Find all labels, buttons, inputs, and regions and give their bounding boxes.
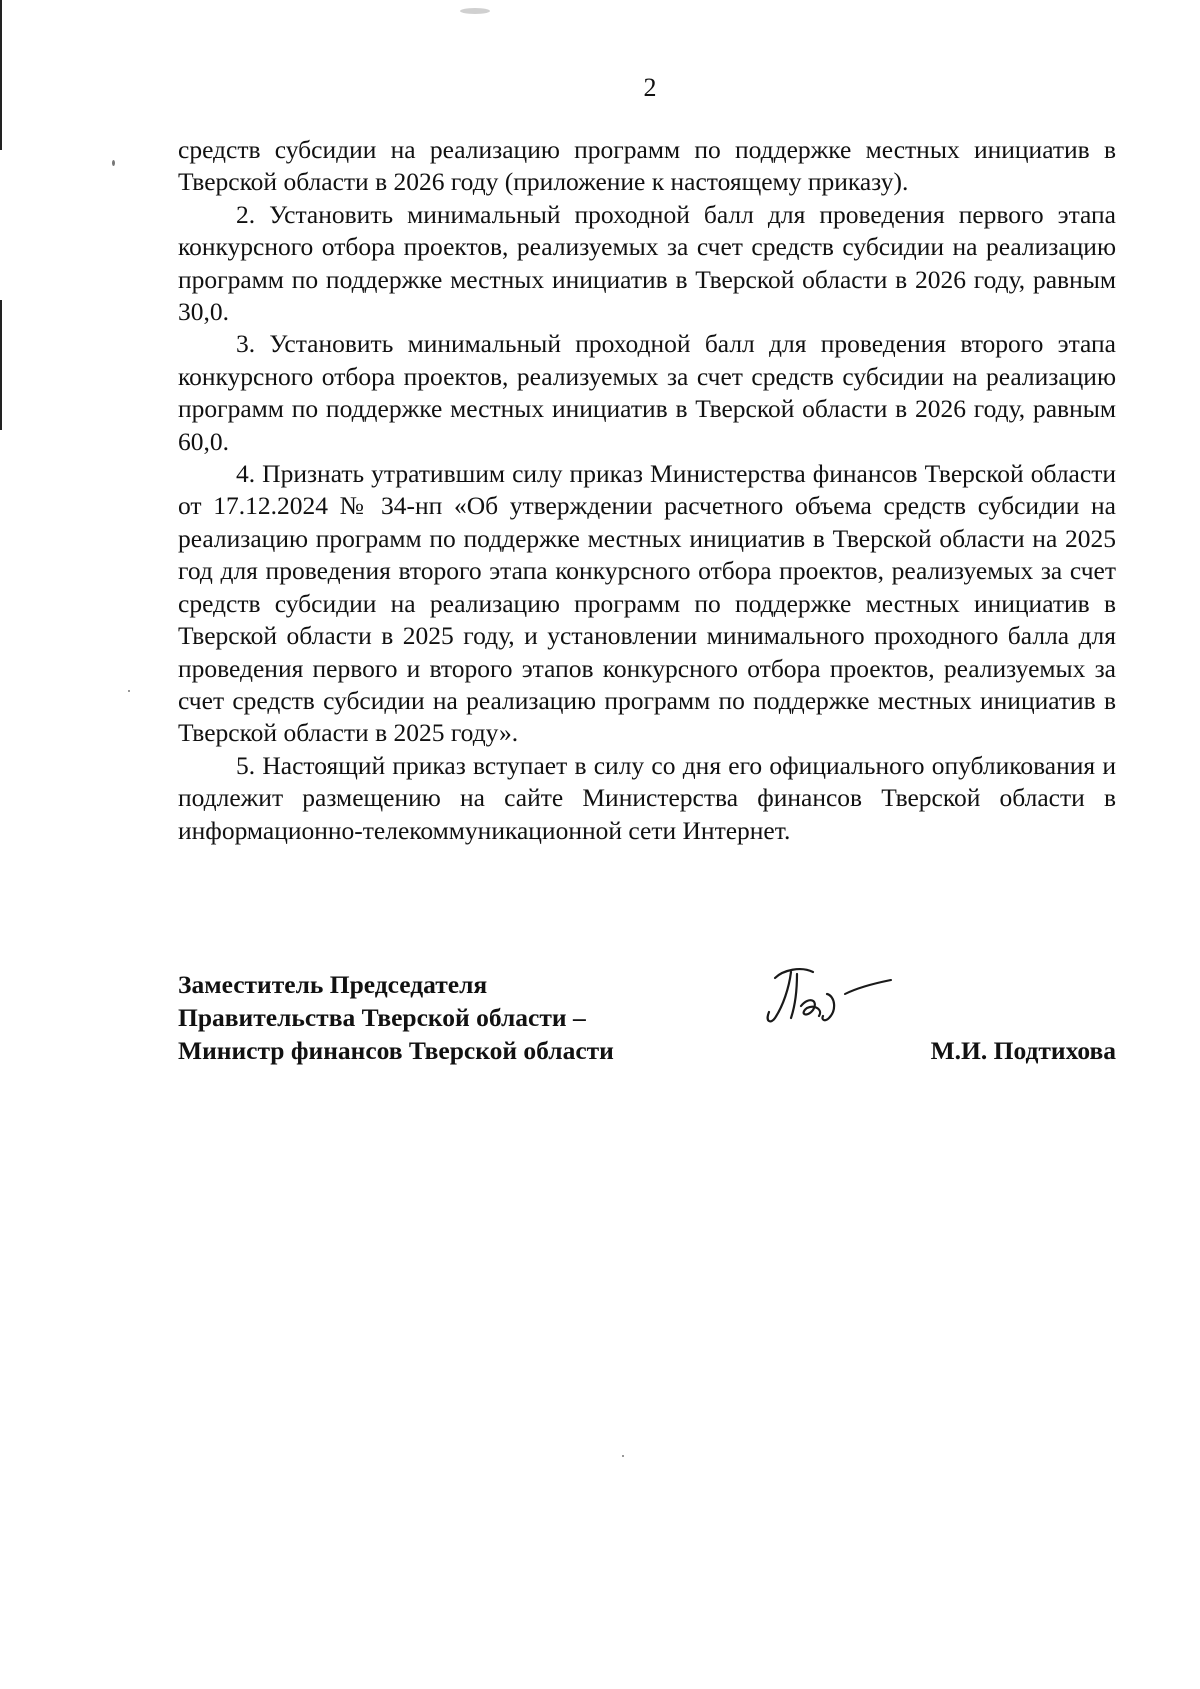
- handwritten-signature: [753, 960, 903, 1040]
- signer-title-line: Министр финансов Тверской области: [178, 1036, 614, 1065]
- signer-title-line: Правительства Тверской области –: [178, 1003, 586, 1032]
- scan-speck: [622, 1455, 624, 1457]
- paragraph-item-3: 3. Установить минимальный проходной балл для проведения второго этапа конкурсного отбора проектов, реализуемых за счет средств субсидии на реализацию программ по поддержке местных инициатив в Тверской области в 2026 году, равным 60,0.: [178, 329, 1116, 456]
- paragraph-item-2: 2. Установить минимальный проходной балл для проведения первого этапа конкурсного отбора проектов, реализуемых за счет средств субсидии на реализацию программ по поддержке местных инициатив в Тверской области в 2026 году, равным 30,0.: [178, 199, 1116, 327]
- paragraph-item-4: 4. Признать утратившим силу приказ Министерства финансов Тверской области от 17.12.2024 № 34-нп «Об утверждении расчетного объема средств субсидии на реализацию программ по поддержке местных инициатив в Тверской области на 2025 год для проведения второго этапа конкурсного отбора проектов, реализуемых за счет средств субсидии на реализацию программ по поддержке местных инициатив в Тверской области в 2025 году, и установлении минимального проходного балла для проведения первого и второго этапов конкурсного отбора проектов, реализуемых за счет средств субсидии на реализацию программ по поддержке местных инициатив в Тверской области в 2025 году».: [178, 459, 1116, 748]
- signer-title-line: Заместитель Председателя: [178, 970, 488, 999]
- scan-speck: [112, 160, 115, 166]
- scan-border-line: [0, 300, 2, 430]
- signature-block: [178, 968, 1116, 1088]
- signer-name: М.И. Подтихова: [930, 1036, 1116, 1065]
- scan-speck: [128, 690, 130, 692]
- page-number: 2: [643, 73, 657, 102]
- document-body: [178, 134, 1116, 847]
- scan-speck: [460, 8, 490, 14]
- paragraph-item-5: 5. Настоящий приказ вступает в силу со дня его официального опубликования и подлежит размещению на сайте Министерства финансов Тверской области в информационно-телекоммуникационной сети Интернет.: [178, 750, 1116, 845]
- signer-title: [178, 968, 614, 1067]
- paragraph-continuation: средств субсидии на реализацию программ по поддержке местных инициатив в Тверской области в 2026 году (приложение к настоящему приказу).: [178, 135, 1116, 197]
